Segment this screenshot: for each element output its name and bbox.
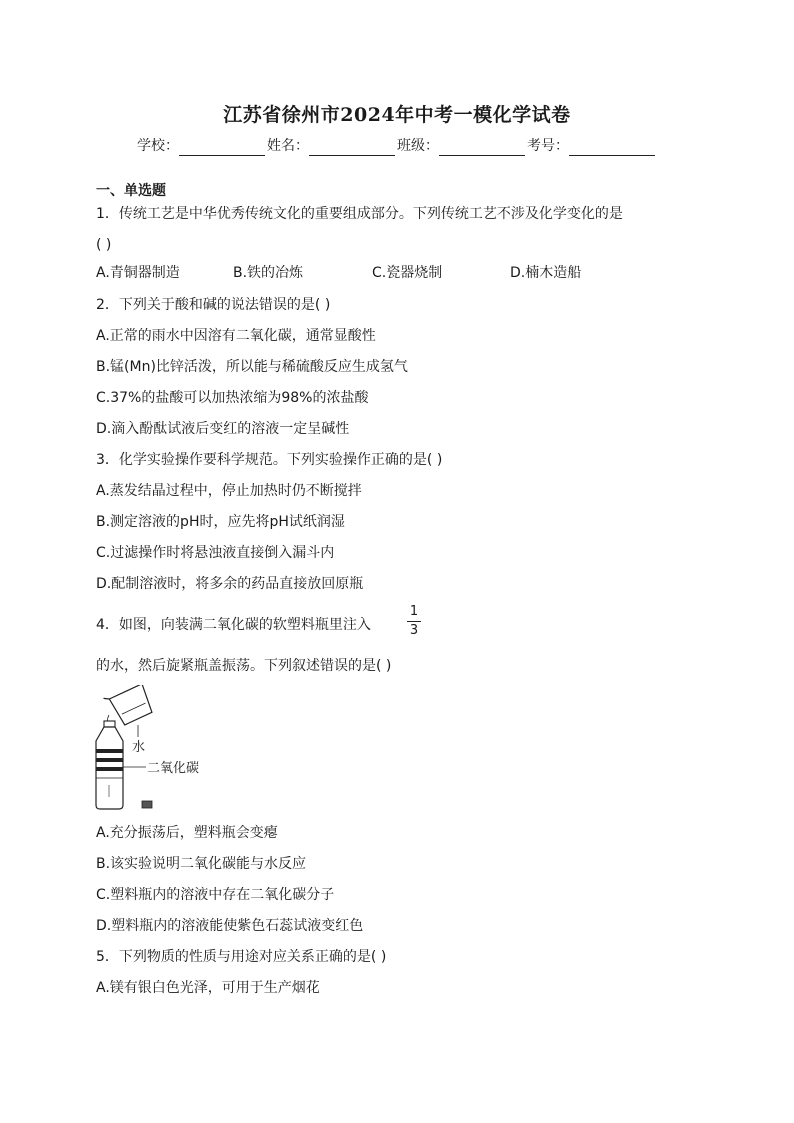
exam-no-label: 考号： (527, 138, 569, 154)
q2-option-b: B.锰(Mn)比锌活泼，所以能与稀硫酸反应生成氢气 (96, 359, 408, 375)
q4-fraction-numerator: 1 (409, 604, 419, 619)
name-blank (309, 140, 395, 156)
q1-stem: 1．传统工艺是中华优秀传统文化的重要组成部分。下列传统工艺不涉及化学变化的是 (96, 206, 623, 222)
q4-option-b: B.该实验说明二氧化碳能与水反应 (96, 856, 307, 872)
q1-option-c: C.瓷器烧制 (372, 265, 443, 281)
q1-option-a: A.青铜器制造 (96, 265, 180, 281)
class-blank (439, 140, 525, 156)
q2-stem: 2．下列关于酸和碱的说法错误的是( ) (96, 297, 331, 313)
bottle-cap (142, 801, 152, 808)
q4-option-d: D.塑料瓶内的溶液能使紫色石蕊试液变红色 (96, 918, 364, 934)
student-info (0, 136, 794, 156)
q5-stem: 5．下列物质的性质与用途对应关系正确的是( ) (96, 949, 387, 965)
q2-option-c: C.37%的盐酸可以加热浓缩为98%的浓盐酸 (96, 390, 369, 406)
bottle (96, 721, 123, 809)
q3-stem: 3．化学实验操作要科学规范。下列实验操作正确的是( ) (96, 452, 443, 468)
q4-option-c: C.塑料瓶内的溶液中存在二氧化碳分子 (96, 887, 335, 903)
q3-option-d: D.配制溶液时，将多余的药品直接放回原瓶 (96, 576, 364, 592)
q1-stem-cont: ( ) (96, 237, 112, 253)
name-field (267, 136, 397, 156)
school-blank (179, 140, 265, 156)
exam-no-blank (569, 140, 655, 156)
class-label: 班级： (397, 138, 439, 154)
school-label: 学校： (137, 138, 179, 154)
q4-stem-cont: 的水，然后旋紧瓶盖振荡。下列叙述错误的是( ) (96, 658, 392, 674)
q4-stem: 4．如图，向装满二氧化碳的软塑料瓶里注入 (96, 617, 371, 633)
section-heading: 一、单选题 (96, 183, 166, 199)
q5-option-a: A.镁有银白色光泽，可用于生产烟花 (96, 980, 320, 996)
q3-option-a: A.蒸发结晶过程中，停止加热时仍不断搅拌 (96, 483, 362, 499)
q3-option-c: C.过滤操作时将悬浊液直接倒入漏斗内 (96, 545, 335, 561)
q2-option-a: A.正常的雨水中因溶有二氧化碳，通常显酸性 (96, 328, 376, 344)
q3-option-b: B.测定溶液的pH时，应先将pH试纸润湿 (96, 514, 345, 530)
q2-option-d: D.滴入酚酞试液后变红的溶液一定呈碱性 (96, 421, 350, 437)
q4-fraction-denominator: 3 (409, 623, 419, 638)
co2-label: 二氧化碳 (147, 761, 200, 776)
bottle-figure (92, 685, 222, 815)
school-field (137, 136, 267, 156)
water-label: 水 (132, 740, 146, 755)
page-title: 江苏省徐州市2024年中考一模化学试卷 (223, 104, 571, 126)
q4-option-a: A.充分振荡后，塑料瓶会变瘪 (96, 825, 278, 841)
q1-option-d: D.楠木造船 (510, 265, 582, 281)
q1-option-b: B.铁的冶炼 (233, 265, 304, 281)
q4-fraction-bar (407, 621, 421, 622)
name-label: 姓名： (267, 138, 309, 154)
exam-no-field (527, 136, 657, 156)
class-field (397, 136, 527, 156)
q4-fraction (407, 604, 421, 639)
